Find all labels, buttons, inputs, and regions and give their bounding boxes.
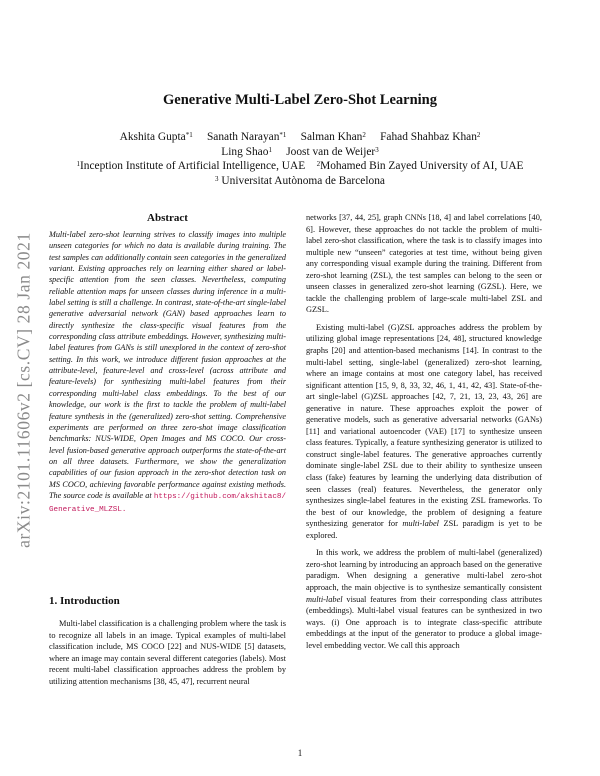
- author-sup: 1: [268, 145, 272, 154]
- left-column: [49, 212, 286, 517]
- arxiv-stamp: [14, 200, 34, 580]
- author-sup: *1: [185, 131, 193, 139]
- affiliation-line-1: [60, 159, 540, 174]
- right-paragraph-1: networks [37, 44, 25], graph CNNs [18, 4] and label correlations [40, 6]. However, these approaches do not tackle the problem of multi-label zero-shot classification, where the task is to classify images into multiple new “unseen” categories at test time, without being given any corresponding visual example during the training. Different from zero-shot learning (ZSL), the test samples can belong to the seen or unseen classes in generalized zero-shot learning (GZSL). Here, we tackle the challenging problem of large-scale multi-label ZSL and GZSL.: [306, 213, 542, 315]
- author-name: Fahad Shahbaz Khan: [380, 131, 477, 143]
- affiliation-text: Mohamed Bin Zayed University of AI, UAE: [320, 160, 524, 172]
- author-block: [60, 130, 540, 188]
- affiliation-sup: 2: [316, 160, 321, 168]
- author-sup: 3: [375, 145, 379, 154]
- section-heading-introduction: 1. Introduction: [49, 595, 120, 607]
- paragraph-text: visual features from their corresponding class attributes (embeddings). Multi-label visual features can be synthesized in two ways. (i) One approach is to integrate class-specific attribute embeddings at the input of the generator to produce a global image-level embedding vector. We call this approach: [306, 594, 542, 650]
- affiliation-text: Universitat Autònoma de Barcelona: [221, 174, 385, 187]
- author-line-1: [60, 130, 540, 145]
- paragraph-text: In this work, we address the problem of multi-label (generalized) zero-shot learning by introducing an approach based on the generative paradigm. When designing a generative multi-label zero-shot approach, the main objective is to synthesize semantically consistent: [306, 548, 542, 592]
- arxiv-id: arXiv:2101.11606v2 [cs.CV] 28 Jan 2021: [13, 232, 34, 548]
- affiliation-sup: 1: [76, 160, 80, 168]
- author-name: Salman Khan: [300, 131, 363, 143]
- source-code-link[interactable]: https://github.com/akshitac8/Generative_MLZSL.: [49, 492, 286, 515]
- page-number: 1: [297, 748, 303, 758]
- abstract-text: Multi-label zero-shot learning strives to classify images into multiple unseen categories for which no data is available during training. The test samples can additionally contain seen categories in the generalized variant. Existing approaches rely on learning either shared or label-specific attention from the seen classes. Nevertheless, computing reliable attention maps for unseen classes during inference in a multi-label setting is still a challenge. In contrast, state-of-the-art single-label generative adversarial network (GAN) based approaches learn to directly synthesize the class-specific visual features from the corresponding class attribute embeddings. However, synthesizing multi-label features from GANs is still unexplored in the context of zero-shot setting. In this work, we introduce different fusion approaches at the attribute-level, feature-level and cross-level (across attribute and feature-levels) for synthesizing multi-label features from their corresponding multi-label class embeddings. To the best of our knowledge, our work is the first to tackle the problem of multi-label feature synthesis in the (generalized) zero-shot setting. Comprehensive experiments are performed on three zero-shot image classification benchmarks: NUS-WIDE, Open Images and MS COCO. Our cross-level fusion-based generative approach outperforms the state-of-the-art on all three datasets. Furthermore, we show the generalization capabilities of our fusion approach in the zero-shot detection task on MS COCO, achieving favorable performance against existing methods. The source code is available at: [49, 230, 286, 500]
- author-sup: 2: [362, 131, 366, 139]
- author-name: Joost van de Weijer: [286, 145, 376, 158]
- right-paragraph-2: [306, 322, 542, 541]
- right-paragraph-3: [306, 547, 542, 651]
- author-sup: 2: [476, 131, 481, 139]
- author-line-2: [60, 145, 540, 160]
- affiliation-sup: 3: [215, 174, 219, 183]
- author-name: Akshita Gupta: [119, 131, 186, 143]
- emphasis-text: multi-label: [402, 519, 439, 529]
- author-name: Sanath Narayan: [206, 131, 280, 143]
- emphasis-text: multi-label: [306, 594, 343, 604]
- affiliation-line-2: [60, 174, 540, 189]
- author-name: Ling Shao: [221, 145, 269, 158]
- right-column: [306, 212, 542, 657]
- paper-title: Generative Multi-Label Zero-Shot Learning: [163, 92, 437, 108]
- author-sup: *1: [279, 131, 287, 139]
- introduction-paragraph: Multi-label classification is a challenging problem where the task is to recognize all labels in an image. Typical examples of multi-label classification include, MS COCO [22] and NUS-WIDE [5] datasets, where an image may contain several different categories (labels). Most recent multi-label classification approaches address the problem by utilizing attention mechanisms [38, 45, 47], recurrent neural: [49, 619, 286, 686]
- affiliation-text: Inception Institute of Artificial Intelligence, UAE: [79, 160, 306, 172]
- abstract-body: [49, 229, 286, 517]
- paragraph-text: Existing multi-label (G)ZSL approaches address the problem by utilizing global image representations [24, 48], structured knowledge graphs [20] and attention-based mechanisms [14]. In contrast to the multi-label setting, single-label (generalized) zero-shot learning, where an image contains at most one category label, has received significant attention [15, 9, 8, 33, 32, 46, 1, 41, 42, 43]. State-of-the-art single-label (G)ZSL approaches [42, 7, 21, 13, 23, 43, 26] are generative in nature. These approaches exploit the power of generative models, such as generative adversarial networks (GANs) [11] and variational autoencoder (VAE) [17] to synthesize unseen class features. Typically, a feature synthesizing generator is utilized to construct single-label features. The generative approaches currently dominate single-label ZSL due to their ability to synthesize unseen class (fake) features by learning the underlying data distribution of seen classes (real) features. Nevertheless, the generator only synthesizes single-label features in the existing ZSL frameworks. To the best of our knowledge, the problem of designing a feature synthesizing generator for: [306, 322, 542, 529]
- abstract-heading: Abstract: [147, 212, 188, 224]
- paragraph-text: ZSL paradigm is yet to be explored.: [306, 519, 542, 540]
